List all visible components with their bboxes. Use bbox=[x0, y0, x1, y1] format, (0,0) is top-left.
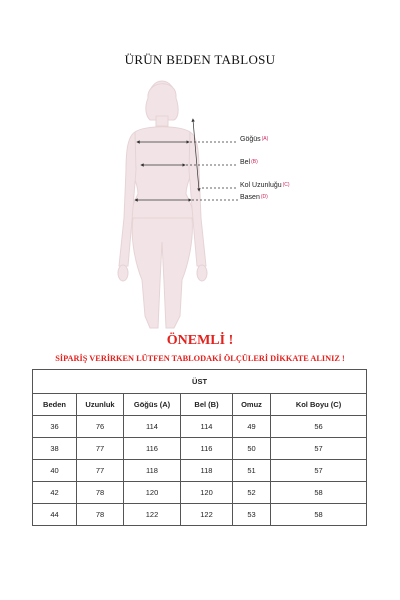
table-cell: 116 bbox=[181, 438, 233, 460]
table-cell: 116 bbox=[124, 438, 181, 460]
table-row bbox=[33, 482, 367, 504]
warning-text: SİPARİŞ VERİRKEN LÜTFEN TABLODAKİ ÖLÇÜLERİ DİKKATE ALINIZ ! bbox=[55, 354, 345, 363]
table-cell: 49 bbox=[233, 416, 271, 438]
table-cell: 51 bbox=[233, 460, 271, 482]
table-cell: 50 bbox=[233, 438, 271, 460]
table-cell: 56 bbox=[271, 416, 367, 438]
table-cell: 77 bbox=[77, 438, 124, 460]
table-row bbox=[33, 460, 367, 482]
important-heading: ÖNEMLİ ! bbox=[166, 333, 234, 348]
table-cell: 114 bbox=[181, 416, 233, 438]
measurement-diagram bbox=[0, 70, 400, 330]
table-cell: 58 bbox=[271, 482, 367, 504]
table-column-headers bbox=[33, 394, 367, 416]
column-header: Omuz bbox=[233, 394, 271, 416]
table-cell: 118 bbox=[124, 460, 181, 482]
table-cell: 114 bbox=[124, 416, 181, 438]
table-cell: 58 bbox=[271, 504, 367, 526]
table-row bbox=[33, 438, 367, 460]
table-cell: 52 bbox=[233, 482, 271, 504]
label-hips: Basen(D) bbox=[240, 194, 268, 201]
table-cell: 78 bbox=[77, 482, 124, 504]
column-header: Uzunluk bbox=[77, 394, 124, 416]
table-cell: 120 bbox=[124, 482, 181, 504]
column-header: Kol Boyu (C) bbox=[271, 394, 367, 416]
table-row bbox=[33, 504, 367, 526]
table-cell: 76 bbox=[77, 416, 124, 438]
column-header: Bel (B) bbox=[181, 394, 233, 416]
table-cell: 120 bbox=[181, 482, 233, 504]
label-chest: Göğüs(A) bbox=[240, 136, 269, 143]
table-cell: 57 bbox=[271, 438, 367, 460]
table-row bbox=[33, 416, 367, 438]
body-silhouette bbox=[0, 70, 400, 330]
table-cell: 122 bbox=[181, 504, 233, 526]
table-cell: 40 bbox=[33, 460, 77, 482]
column-header: Göğüs (A) bbox=[124, 394, 181, 416]
size-table bbox=[32, 369, 367, 526]
table-cell: 78 bbox=[77, 504, 124, 526]
label-sleeve-length: Kol Uzunluğu(C) bbox=[240, 182, 290, 189]
table-cell: 118 bbox=[181, 460, 233, 482]
table-cell: 42 bbox=[33, 482, 77, 504]
table-cell: 77 bbox=[77, 460, 124, 482]
table-cell: 44 bbox=[33, 504, 77, 526]
column-header: Beden bbox=[33, 394, 77, 416]
table-cell: 122 bbox=[124, 504, 181, 526]
table-cell: 36 bbox=[33, 416, 77, 438]
table-cell: 38 bbox=[33, 438, 77, 460]
table-section-header: ÜST bbox=[33, 370, 367, 394]
page-title: ÜRÜN BEDEN TABLOSU bbox=[124, 52, 276, 67]
table-cell: 57 bbox=[271, 460, 367, 482]
label-waist: Bel(B) bbox=[240, 159, 258, 166]
table-cell: 53 bbox=[233, 504, 271, 526]
